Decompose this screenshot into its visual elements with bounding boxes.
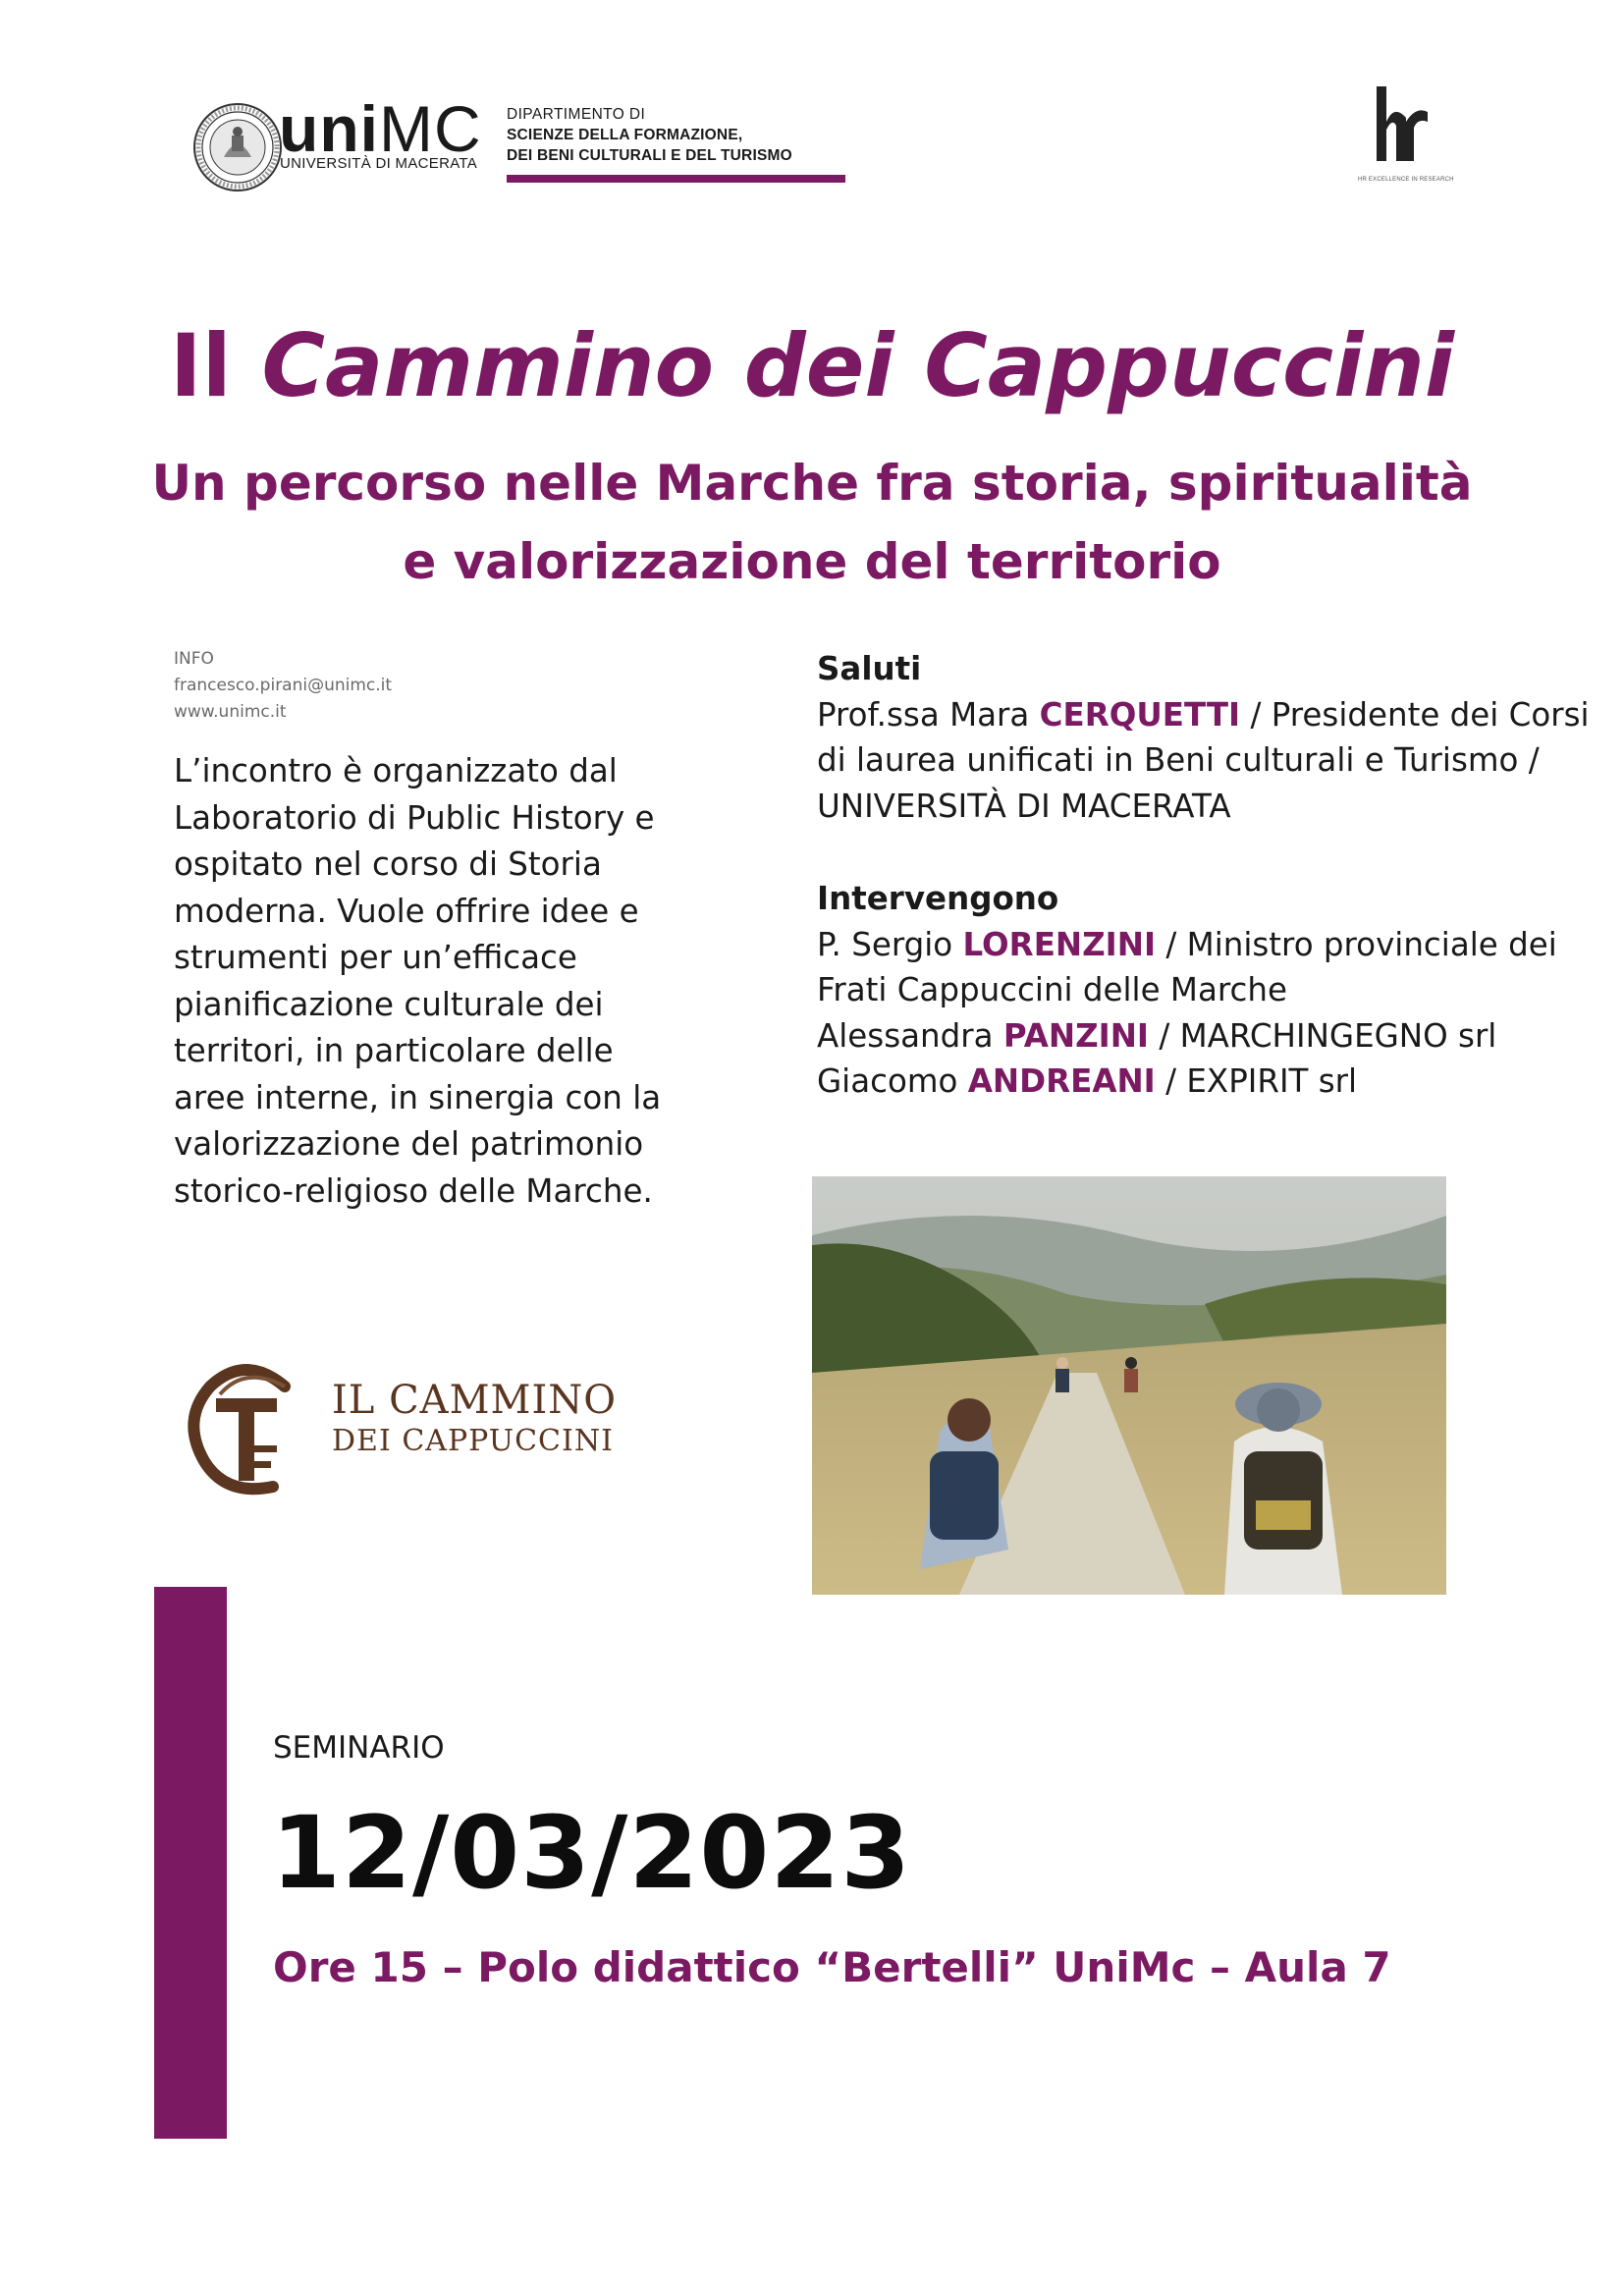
speaker-role: / Ministro provinciale dei Frati Cappuccini delle Marche (817, 925, 1557, 1008)
speaker-last: PANZINI (1002, 1016, 1150, 1055)
saluti-entry (817, 692, 1602, 830)
info-website[interactable]: www.unimc.it (174, 702, 287, 722)
speaker-entry (817, 1059, 1602, 1105)
event-date: 12/03/2023 (271, 1795, 912, 1912)
speaker-role: / EXPIRIT srl (1155, 1062, 1358, 1100)
department-line-3: DEI BENI CULTURALI E DEL TURISMO (507, 147, 792, 164)
speaker-entry (817, 1013, 1602, 1060)
cammino-logo-text (332, 1377, 617, 1459)
saluti-name: CERQUETTI (1039, 695, 1241, 734)
info-block (174, 646, 392, 726)
cammino-logo-line-1: IL CAMMINO (332, 1378, 618, 1423)
hr-excellence-logo-icon (1373, 82, 1432, 166)
subtitle-line-2: e valorizzazione del territorio (403, 533, 1221, 590)
unimc-wordmark-bold: uni (279, 92, 379, 165)
speaker-first: P. Sergio (817, 925, 963, 963)
speaker-first: Alessandra (817, 1016, 1003, 1055)
speaker-entry (817, 922, 1602, 1013)
cammino-logo-line-2: DEI CAPPUCCINI (332, 1424, 614, 1458)
section-gap (817, 829, 1602, 876)
intervengono-heading: Intervengono (817, 880, 1059, 917)
hr-excellence-caption: HR EXCELLENCE IN RESEARCH (1358, 177, 1454, 183)
department-line-1: DIPARTIMENTO DI (507, 106, 646, 123)
university-seal-icon (192, 102, 283, 192)
saluti-prefix: Prof.ssa Mara (817, 695, 1040, 734)
event-type: SEMINARIO (273, 1730, 445, 1766)
saluti-heading: Saluti (817, 650, 922, 687)
info-label: INFO (174, 649, 214, 669)
page-title (0, 312, 1624, 420)
hikers-photo (812, 1176, 1446, 1595)
event-description: L’incontro è organizzato dal Laboratorio di Public History e ospitato nel corso di Storia moderna. Vuole offrire idee e strumenti per un’efficace pianificazione culturale dei territori, in particolare delle aree interne, in sinergia con la valorizzazione del patrimonio storico-religioso delle Marche. (174, 752, 662, 1210)
unimc-wordmark (279, 94, 482, 163)
university-name: UNIVERSITÀ DI MACERATA (280, 155, 478, 172)
department-name (507, 104, 792, 166)
speaker-first: Giacomo (817, 1062, 968, 1100)
accent-sidebar (154, 1587, 227, 2139)
department-underline (507, 175, 845, 183)
department-line-2: SCIENZE DELLA FORMAZIONE, (507, 127, 743, 143)
info-email[interactable]: francesco.pirani@unimc.it (174, 676, 393, 695)
title-prefix: Il (169, 315, 262, 416)
saluti-role: / Presidente dei Corsi di laurea unificati in Beni culturali e Turismo / UNIVERSITÀ DI MACERATA (817, 695, 1590, 825)
speaker-role: / MARCHINGEGNO srl (1149, 1016, 1497, 1055)
title-italic: Cammino dei Cappuccini (261, 315, 1455, 416)
event-details: Ore 15 – Polo didattico “Bertelli” UniMc – Aula 7 (273, 1943, 1391, 1991)
unimc-wordmark-light: MC (378, 92, 482, 165)
program-block (817, 646, 1602, 1105)
speaker-last: LORENZINI (962, 925, 1157, 963)
subtitle-line-1: Un percorso nelle Marche fra storia, spiritualità (151, 455, 1473, 512)
cammino-tau-cross-logo-icon (187, 1359, 304, 1496)
page-subtitle (0, 444, 1624, 601)
speaker-last: ANDREANI (967, 1062, 1156, 1100)
